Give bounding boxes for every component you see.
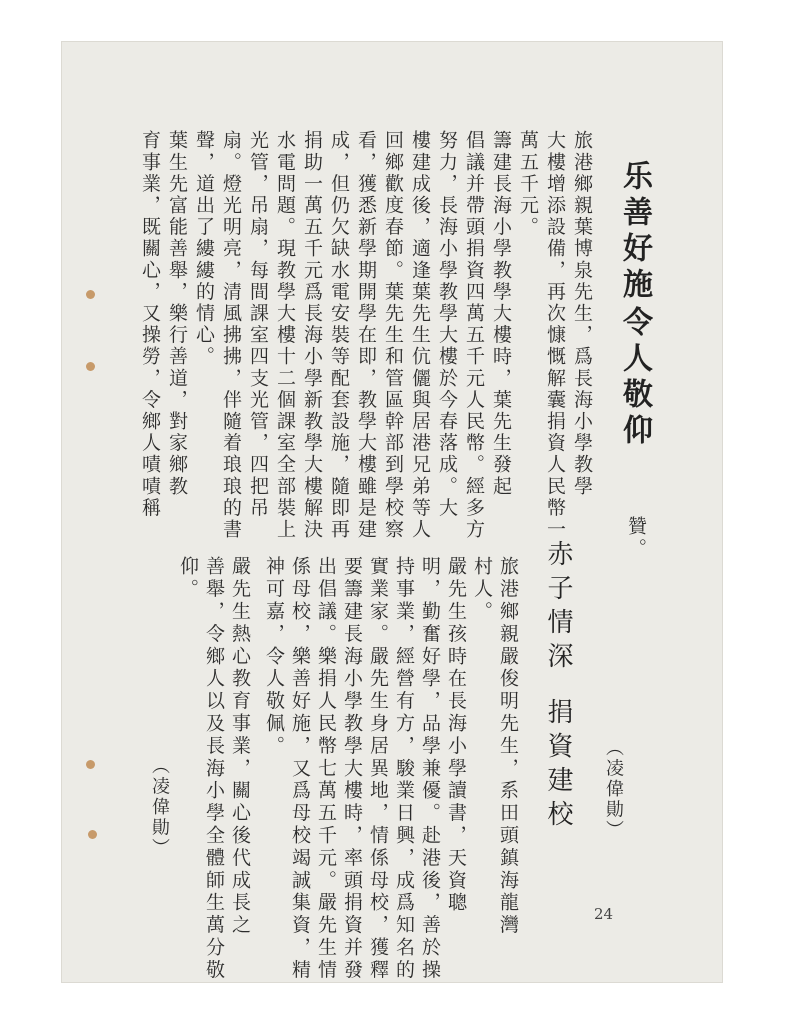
binding-hole bbox=[86, 760, 95, 769]
article1-column: 成，但仍欠缺水電安裝等配套設施，隨即再 bbox=[328, 130, 350, 541]
article1-column: 扇。燈光明亮，清風拂拂，伴隨着琅琅的書 bbox=[220, 130, 242, 541]
binding-hole bbox=[86, 362, 95, 371]
article2-title-part2: 捐資建校 bbox=[543, 698, 573, 834]
article1-column: 籌建長海小學教學大樓時，葉先生發起 bbox=[490, 130, 512, 498]
article1-column: 看，獲悉新學期開學在即，教學大樓雖是建 bbox=[355, 130, 377, 541]
article1-title-part1: 乐善好施 bbox=[617, 160, 652, 304]
article2-author: （凌偉勛） bbox=[149, 756, 170, 859]
article1-column: 捐助一萬五千元爲長海小學新教學大樓解決 bbox=[301, 130, 323, 541]
article1-column: 聲，道出了縷縷的情心。 bbox=[193, 130, 215, 368]
article1-column: 萬五千元。 bbox=[517, 130, 539, 238]
article1-title-part2: 令人敬仰 bbox=[617, 306, 652, 450]
article1-column: 贊。 bbox=[625, 516, 647, 560]
article2-column: 嚴先生熱心教育事業，關心後代成長之 bbox=[229, 556, 251, 937]
article1-author: （凌偉勛） bbox=[603, 738, 624, 841]
article2-column: 仰。 bbox=[177, 556, 199, 601]
article2-title-part1: 赤子情深 bbox=[543, 540, 573, 676]
article2-column: 善舉，令鄉人以及長海小學全體師生萬分敬 bbox=[203, 556, 225, 982]
article2-column: 要籌建長海小學教學大樓時，率頭捐資并發 bbox=[341, 556, 363, 982]
article2-column: 神可嘉，令人敬佩。 bbox=[263, 556, 285, 758]
article2-column: 係母校，樂善好施，又爲母校竭誠集資，精 bbox=[289, 556, 311, 982]
article1-column: 回鄉歡度春節。葉先生和管區幹部到學校察 bbox=[382, 130, 404, 541]
article1-column: 育事業，既關心，又操勞，令鄉人嘖嘖稱 bbox=[139, 130, 161, 519]
binding-hole bbox=[86, 290, 95, 299]
article1-column: 倡議并帶頭捐資四萬五千元人民幣。經多方 bbox=[463, 130, 485, 541]
article1-column: 樓建成後，適逢葉先生伉儷與居港兄弟等人 bbox=[409, 130, 431, 541]
article2-column: 村人。 bbox=[471, 556, 493, 624]
page-number: 24 bbox=[594, 905, 614, 923]
binding-hole bbox=[88, 830, 97, 839]
article1-column: 旅港鄉親葉博泉先生，爲長海小學教學 bbox=[571, 130, 593, 498]
article2-column: 實業家。嚴先生身居異地，情係母校，獲釋 bbox=[367, 556, 389, 982]
article1-column: 光管，吊扇，每間課室四支光管，四把吊 bbox=[247, 130, 269, 519]
article1-column: 大樓增添設備，再次慷慨解囊捐資人民幣一 bbox=[544, 130, 566, 541]
article2-column: 旅港鄉親嚴俊明先生，系田頭鎮海龍灣 bbox=[497, 556, 519, 937]
article2-column: 嚴先生孩時在長海小學讀書，天資聰 bbox=[445, 556, 467, 915]
article1-column: 努力，長海小學教學大樓於今春落成。大 bbox=[436, 130, 458, 519]
article1-column: 水電問題。現教學大樓十二個課室全部裝上 bbox=[274, 130, 296, 541]
article1-column: 葉生先富能善舉，樂行善道，對家鄉教 bbox=[166, 130, 188, 498]
article2-column: 持事業，經營有方，駿業日興，成爲知名的 bbox=[393, 556, 415, 982]
article2-column: 明，勤奮好學，品學兼優。赴港後，善於操 bbox=[419, 556, 441, 982]
article2-column: 出倡議。樂捐人民幣七萬五千元。嚴先生情 bbox=[315, 556, 337, 982]
